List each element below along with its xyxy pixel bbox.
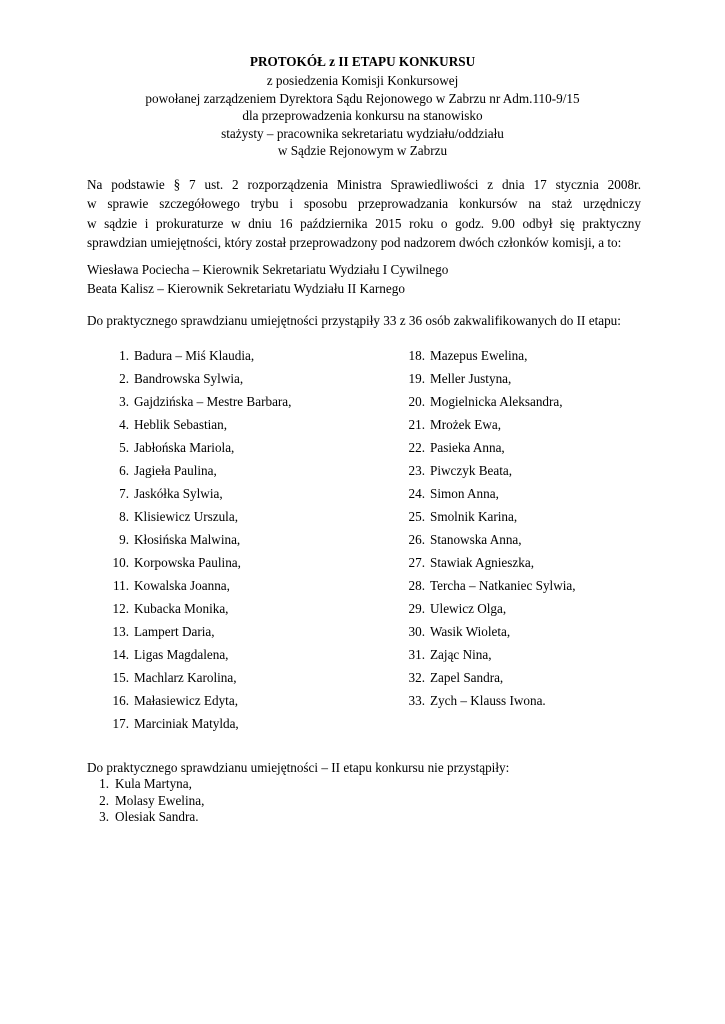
- list-item-number: 4.: [119, 417, 129, 432]
- list-item: [108, 509, 388, 532]
- list-item-name: Mrożek Ewa,: [430, 417, 502, 432]
- list-item: [404, 463, 704, 486]
- document-title: PROTOKÓŁ z II ETAPU KONKURSU: [249, 54, 476, 69]
- list-item-number: 9.: [119, 532, 129, 547]
- list-item: [404, 601, 704, 624]
- list-item: [108, 486, 388, 509]
- list-item-name: Heblik Sebastian,: [134, 417, 228, 432]
- list-item-number: 1.: [119, 348, 129, 363]
- participants-list-right: [404, 348, 704, 716]
- list-item: [108, 394, 388, 417]
- list-item: [404, 348, 704, 371]
- commission-member: Wiesława Pociecha – Kierownik Sekretariatu Wydziału I Cywilnego: [87, 262, 449, 277]
- list-item-number: 18.: [408, 348, 425, 363]
- subtitle-line: z posiedzenia Komisji Konkursowej: [266, 73, 459, 88]
- list-item-name: Kula Martyna,: [115, 776, 192, 791]
- list-item-name: Olesiak Sandra.: [115, 809, 199, 824]
- list-item: [108, 417, 388, 440]
- list-item-number: 21.: [408, 417, 425, 432]
- list-item-name: Tercha – Natkaniec Sylwia,: [430, 578, 576, 593]
- list-item-number: 30.: [408, 624, 425, 639]
- list-item-name: Zapel Sandra,: [430, 670, 504, 685]
- list-item: [404, 486, 704, 509]
- list-item-name: Pasieka Anna,: [430, 440, 505, 455]
- list-item-name: Mogielnicka Aleksandra,: [430, 394, 563, 409]
- absent-list: [87, 776, 487, 826]
- list-item-name: Ulewicz Olga,: [430, 601, 507, 616]
- list-item: [404, 371, 704, 394]
- commission-members: [87, 260, 647, 298]
- list-item: [87, 793, 487, 810]
- list-item-name: Małasiewicz Edyta,: [134, 693, 238, 708]
- intro-line: sprawdzian umiejętności, który został przeprowadzony pod nadzorem dwóch członków komisji, a to:: [87, 234, 622, 250]
- list-item-number: 5.: [119, 440, 129, 455]
- list-item: [108, 555, 388, 578]
- list-item-number: 3.: [99, 809, 109, 824]
- list-item-name: Zając Nina,: [430, 647, 492, 662]
- list-item-number: 26.: [408, 532, 425, 547]
- list-item-number: 31.: [408, 647, 425, 662]
- list-item: [404, 693, 704, 716]
- list-item-number: 20.: [408, 394, 425, 409]
- list-item: [87, 809, 487, 826]
- list-item: [108, 670, 388, 693]
- list-item-name: Smolnik Karina,: [430, 509, 518, 524]
- list-item-number: 17.: [112, 716, 129, 731]
- list-item-name: Bandrowska Sylwia,: [134, 371, 244, 386]
- list-item-name: Jaskółka Sylwia,: [134, 486, 223, 501]
- list-item: [108, 693, 388, 716]
- commission-member: Beata Kalisz – Kierownik Sekretariatu Wydziału II Karnego: [87, 281, 405, 296]
- list-item: [404, 440, 704, 463]
- list-item: [108, 647, 388, 670]
- list-item-number: 22.: [408, 440, 425, 455]
- list-item: [108, 601, 388, 624]
- list-item-number: 11.: [113, 578, 129, 593]
- list-item-name: Piwczyk Beata,: [430, 463, 513, 478]
- list-item-name: Wasik Wioleta,: [430, 624, 511, 639]
- subtitle-line: w Sądzie Rejonowym w Zabrzu: [277, 143, 448, 158]
- list-item: [404, 578, 704, 601]
- list-item-number: 24.: [408, 486, 425, 501]
- list-item-name: Zych – Klauss Iwona.: [430, 693, 546, 708]
- list-item-name: Molasy Ewelina,: [115, 792, 205, 808]
- list-item: [108, 716, 388, 739]
- list-item: [404, 394, 704, 417]
- list-item-number: 15.: [112, 670, 129, 685]
- list-item: [108, 532, 388, 555]
- list-item: [404, 555, 704, 578]
- list-item-name: Klisiewicz Urszula,: [134, 509, 238, 524]
- list-item-name: Jabłońska Mariola,: [134, 440, 235, 455]
- list-item: [108, 348, 388, 371]
- list-item-number: 32.: [408, 670, 425, 685]
- list-item: [108, 440, 388, 463]
- document-subtitle: [0, 72, 725, 160]
- absent-heading: Do praktycznego sprawdzianu umiejętności – II etapu konkursu nie przystąpiły:: [87, 760, 510, 775]
- list-item-number: 13.: [112, 624, 129, 639]
- list-item-name: Gajdzińska – Mestre Barbara,: [134, 394, 292, 409]
- list-item-number: 8.: [119, 509, 129, 524]
- list-item-number: 6.: [119, 463, 129, 478]
- list-item-name: Stanowska Anna,: [430, 532, 522, 547]
- intro-line: w sądzie i prokuraturze w dniu 16 października 2015 roku o godz. 9.00 odbył się praktyczny: [87, 215, 641, 231]
- list-item: [404, 532, 704, 555]
- list-item-number: 3.: [119, 394, 129, 409]
- list-item-number: 2.: [119, 371, 129, 386]
- list-item-number: 27.: [408, 555, 425, 570]
- list-item-name: Mazepus Ewelina,: [430, 348, 528, 363]
- list-item-name: Badura – Miś Klaudia,: [134, 348, 255, 363]
- list-item-name: Stawiak Agnieszka,: [430, 555, 535, 570]
- list-item-name: Kłosińska Malwina,: [134, 532, 241, 547]
- subtitle-line: stażysty – pracownika sekretariatu wydziału/oddziału: [221, 125, 504, 141]
- list-item: [404, 670, 704, 693]
- list-item-name: Meller Justyna,: [430, 371, 512, 386]
- subtitle-line: dla przeprowadzenia konkursu na stanowisko: [242, 108, 483, 123]
- list-item-number: 33.: [408, 693, 425, 708]
- list-item: [404, 509, 704, 532]
- list-item-number: 7.: [119, 486, 129, 501]
- list-item-number: 19.: [408, 371, 425, 386]
- list-item-name: Kowalska Joanna,: [134, 578, 230, 593]
- intro-paragraph: [87, 175, 641, 252]
- list-item: [87, 776, 487, 793]
- list-item-number: 28.: [408, 578, 425, 593]
- list-item: [108, 578, 388, 601]
- list-item-number: 25.: [408, 509, 425, 524]
- list-item-name: Lampert Daria,: [134, 624, 215, 639]
- list-item-number: 29.: [408, 601, 425, 616]
- list-item-name: Simon Anna,: [430, 486, 499, 501]
- intro-line: Na podstawie § 7 ust. 2 rozporządzenia Ministra Sprawiedliwości z dnia 17 stycznia 2008r.: [87, 177, 641, 192]
- list-item: [404, 647, 704, 670]
- subtitle-line: powołanej zarządzeniem Dyrektora Sądu Rejonowego w Zabrzu nr Adm.110-9/15: [145, 90, 580, 106]
- list-item-number: 12.: [112, 601, 129, 616]
- participants-count-statement: Do praktycznego sprawdzianu umiejętności przystąpiły 33 z 36 osób zakwalifikowanych do II etapu:: [87, 313, 621, 328]
- list-item: [404, 417, 704, 440]
- list-item: [404, 624, 704, 647]
- list-item-name: Jagieła Paulina,: [134, 463, 217, 478]
- intro-line: w sprawie szczegółowego trybu i sposobu przeprowadzania konkursów na staż urzędniczy: [87, 196, 641, 212]
- list-item-name: Kubacka Monika,: [134, 601, 229, 616]
- list-item: [108, 624, 388, 647]
- list-item-name: Korpowska Paulina,: [134, 555, 241, 570]
- list-item-name: Machlarz Karolina,: [134, 670, 237, 685]
- participants-list-left: [108, 348, 388, 739]
- list-item-name: Ligas Magdalena,: [134, 647, 229, 662]
- list-item-number: 2.: [99, 792, 109, 808]
- list-item-name: Marciniak Matylda,: [134, 716, 239, 731]
- list-item-number: 14.: [112, 647, 129, 662]
- list-item: [108, 371, 388, 394]
- list-item: [108, 463, 388, 486]
- list-item-number: 1.: [99, 776, 109, 791]
- list-item-number: 10.: [112, 555, 129, 570]
- list-item-number: 16.: [112, 693, 129, 708]
- list-item-number: 23.: [408, 463, 425, 478]
